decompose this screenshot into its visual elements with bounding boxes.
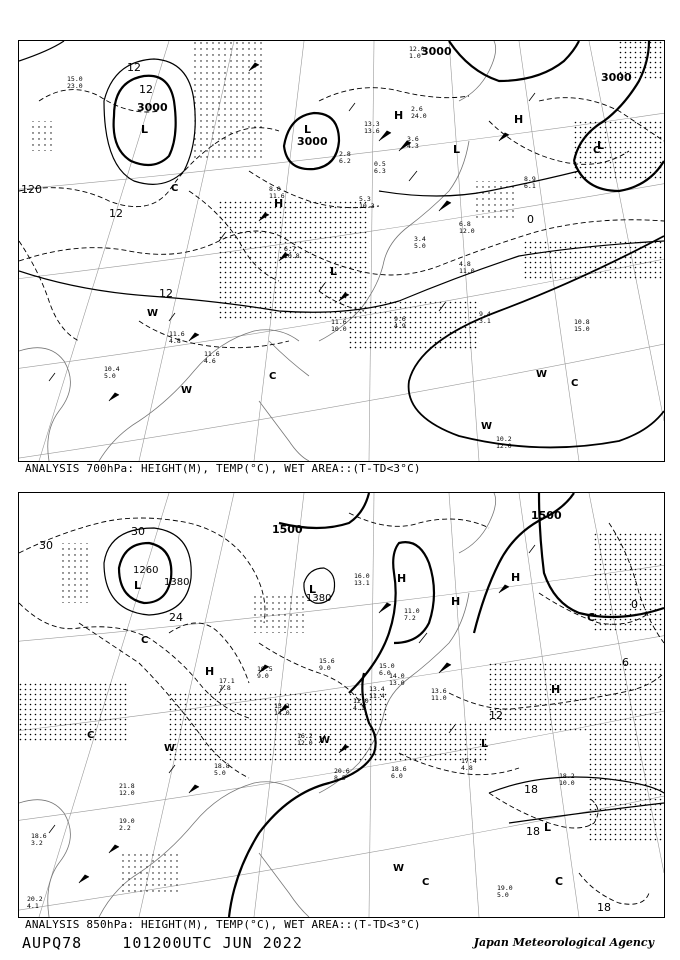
isotherm-label: 12 xyxy=(139,83,153,96)
obs-dewpt: 3.1 xyxy=(479,317,491,325)
obs-temp: 10.4 xyxy=(104,365,120,373)
low-center: L xyxy=(309,583,317,596)
warm-mark: W xyxy=(181,385,193,396)
obs-dewpt: 13.1 xyxy=(354,579,370,587)
obs-dewpt: 6.0 xyxy=(379,669,391,677)
obs-dewpt: 23.0 xyxy=(67,82,83,90)
wet-areas-850 xyxy=(19,533,664,893)
obs-temp: 18.6 xyxy=(391,765,407,773)
obs-temp: 11.0 xyxy=(404,607,420,615)
bulletin-code: AUPQ78 101200UTC JUN 2022 xyxy=(22,934,303,952)
obs-temp: 20.6 xyxy=(334,767,350,775)
obs-temp: 11.6 xyxy=(331,318,347,326)
warm-mark: W xyxy=(164,743,176,754)
obs-dewpt: 11.0 xyxy=(431,694,447,702)
obs-temp: 3.4 xyxy=(414,235,426,243)
obs-temp: 11.6 xyxy=(204,350,220,358)
obs-dewpt: 11.0 xyxy=(459,267,475,275)
high-center: H xyxy=(394,109,404,122)
obs-temp: 16.0 xyxy=(354,572,370,580)
obs-dewpt: 7.8 xyxy=(219,684,231,692)
obs-temp: 12.0 xyxy=(353,697,369,705)
height-label: 1380 xyxy=(164,577,190,588)
low-center: L xyxy=(453,143,461,156)
obs-dewpt: 4.1 xyxy=(27,902,39,910)
isotherm-label: 6 xyxy=(622,656,629,669)
cold-mark: C xyxy=(571,378,579,389)
obs-dewpt: 5.0 xyxy=(414,242,426,250)
obs-dewpt: 6.2 xyxy=(339,157,351,165)
obs-dewpt: 12.0 xyxy=(119,789,135,797)
obs-temp: 16.2 xyxy=(297,732,313,740)
obs-temp: 14.0 xyxy=(389,672,405,680)
cold-mark: C xyxy=(87,730,95,741)
high-center: H xyxy=(511,571,521,584)
obs-dewpt: 9.0 xyxy=(319,664,331,672)
obs-dewpt: 10.3 xyxy=(359,202,375,210)
isotherm-label: 12 xyxy=(109,207,123,220)
obs-temp: 10.2 xyxy=(496,435,512,443)
height-label: 1500 xyxy=(272,523,303,536)
obs-dewpt: 11.4 xyxy=(369,692,385,700)
map-700hpa xyxy=(19,41,664,461)
low-center: L xyxy=(544,821,552,834)
isotherm-label: 24 xyxy=(169,611,183,624)
obs-temp: 15.0 xyxy=(67,75,83,83)
obs-temp: 15.6 xyxy=(319,657,335,665)
obs-dewpt: 5.0 xyxy=(104,372,116,380)
agency-name: Japan Meteorological Agency xyxy=(473,936,654,949)
obs-temp: 3.6 xyxy=(407,135,419,143)
wet-areas-700 xyxy=(29,41,664,351)
obs-dewpt: 5.0 xyxy=(214,769,226,777)
obs-dewpt: 12.0 xyxy=(496,442,512,450)
obs-temp: 2.6 xyxy=(411,105,423,113)
isotherm-label: 120 xyxy=(21,183,42,196)
chart-700hpa xyxy=(18,40,665,462)
isotherm-label: 30 xyxy=(131,525,145,538)
obs-temp: 12.0 xyxy=(409,45,425,53)
isotherm-label: 18 xyxy=(524,783,538,796)
obs-temp: 17.4 xyxy=(461,757,477,765)
obs-dewpt: 4.9 xyxy=(394,322,406,330)
high-center: H xyxy=(551,683,561,696)
obs-dewpt: 8.5 xyxy=(334,774,346,782)
obs-dewpt: 14.0 xyxy=(274,709,290,717)
obs-temp: 6.8 xyxy=(459,220,471,228)
obs-dewpt: 12.0 xyxy=(459,227,475,235)
high-center: H xyxy=(205,665,215,678)
isotherm-label: 0 xyxy=(631,598,638,611)
low-center: L xyxy=(141,123,149,136)
obs-temp: 20.2 xyxy=(27,895,43,903)
obs-dewpt: 4.8 xyxy=(169,337,181,345)
height-label: 1260 xyxy=(133,565,159,576)
isotherm-label: 12 xyxy=(159,287,173,300)
cold-center: C xyxy=(587,611,596,624)
cold-mark: C xyxy=(141,635,149,646)
obs-dewpt: 4.1 xyxy=(353,704,365,712)
obs-temp: 0.5 xyxy=(374,160,386,168)
high-center: H xyxy=(451,595,461,608)
obs-temp: 4.8 xyxy=(459,260,471,268)
obs-temp: 9.6 xyxy=(394,315,406,323)
obs-dewpt: 12.0 xyxy=(297,739,313,747)
obs-temp: 19.0 xyxy=(119,817,135,825)
obs-dewpt: 4.8 xyxy=(461,764,473,772)
obs-dewpt: 4.3 xyxy=(407,142,419,150)
high-center: H xyxy=(274,197,284,210)
obs-dewpt: 6.1 xyxy=(524,182,536,190)
height-label: 3000 xyxy=(297,135,328,148)
isotherm-label: 30 xyxy=(39,539,53,552)
warm-mark: W xyxy=(481,421,493,432)
height-label: 3000 xyxy=(137,101,168,114)
obs-temp: 15.2 xyxy=(274,702,290,710)
cold-mark: C xyxy=(422,877,430,888)
caption-850hpa: ANALYSIS 850hPa: HEIGHT(M), TEMP(°C), WET AREA::(T-TD<3°C) xyxy=(25,918,421,931)
obs-temp: 19.5 xyxy=(257,665,273,673)
low-center: L xyxy=(134,579,142,592)
obs-dewpt: 9.0 xyxy=(257,672,269,680)
cold-mark: C xyxy=(593,145,601,156)
obs-dewpt: 15.0 xyxy=(574,325,590,333)
high-center: H xyxy=(397,572,407,585)
obs-dewpt: 5.0 xyxy=(497,891,509,899)
obs-dewpt: 1.0 xyxy=(409,52,421,60)
obs-temp: 18.8 xyxy=(214,762,230,770)
height-label: 3000 xyxy=(421,45,452,58)
warm-mark: W xyxy=(536,369,548,380)
low-center: L xyxy=(330,265,338,278)
obs-temp: 13.4 xyxy=(369,685,385,693)
obs-temp: 18.2 xyxy=(559,772,575,780)
obs-temp: 13.3 xyxy=(364,120,380,128)
obs-temp: 2.8 xyxy=(339,150,351,158)
obs-dewpt: 6.0 xyxy=(391,772,403,780)
obs-temp: 21.8 xyxy=(119,782,135,790)
obs-temp: 19.0 xyxy=(497,884,513,892)
height-label: 3000 xyxy=(601,71,632,84)
obs-dewpt: 10.8 xyxy=(284,252,300,260)
obs-temp: 11.6 xyxy=(169,330,185,338)
obs-dewpt: 13.6 xyxy=(364,127,380,135)
obs-temp: 6.7 xyxy=(284,245,296,253)
obs-temp: 13.6 xyxy=(431,687,447,695)
obs-temp: 15.0 xyxy=(379,662,395,670)
isotherm-label: 18 xyxy=(526,825,540,838)
obs-dewpt: 4.6 xyxy=(204,357,216,365)
obs-temp: 8.9 xyxy=(524,175,536,183)
obs-dewpt: 24.0 xyxy=(411,112,427,120)
obs-dewpt: 3.2 xyxy=(31,839,43,847)
chart-850hpa xyxy=(18,492,665,918)
height-label: 1380 xyxy=(306,593,332,604)
warm-mark: W xyxy=(147,308,159,319)
obs-temp: 5.3 xyxy=(359,195,371,203)
obs-dewpt: 11.6 xyxy=(269,192,285,200)
obs-temp: 17.1 xyxy=(219,677,235,685)
isotherm-label: 12 xyxy=(489,709,503,722)
isotherm-label: 0 xyxy=(527,213,534,226)
isotherm-label: 12 xyxy=(127,61,141,74)
obs-temp: 9.4 xyxy=(479,310,491,318)
low-center: L xyxy=(304,123,312,136)
obs-dewpt: 10.0 xyxy=(331,325,347,333)
isotherm-label: 18 xyxy=(597,901,611,914)
obs-dewpt: 2.2 xyxy=(119,824,131,832)
high-center: H xyxy=(514,113,524,126)
obs-temp: 8.0 xyxy=(269,185,281,193)
warm-mark: W xyxy=(319,735,331,746)
height-label: 1500 xyxy=(531,509,562,522)
obs-dewpt: 7.2 xyxy=(404,614,416,622)
low-center: L xyxy=(481,737,489,750)
obs-temp: 10.8 xyxy=(574,318,590,326)
cold-center: C xyxy=(555,875,564,888)
obs-dewpt: 6.3 xyxy=(374,167,386,175)
map-850hpa xyxy=(19,493,664,917)
caption-700hpa: ANALYSIS 700hPa: HEIGHT(M), TEMP(°C), WET AREA::(T-TD<3°C) xyxy=(25,462,421,475)
cold-mark: C xyxy=(171,183,179,194)
cold-mark: C xyxy=(269,371,277,382)
obs-dewpt: 10.0 xyxy=(559,779,575,787)
low-center: L xyxy=(597,139,605,152)
obs-dewpt: 13.0 xyxy=(389,679,405,687)
warm-mark: W xyxy=(393,863,405,874)
obs-temp: 18.6 xyxy=(31,832,47,840)
